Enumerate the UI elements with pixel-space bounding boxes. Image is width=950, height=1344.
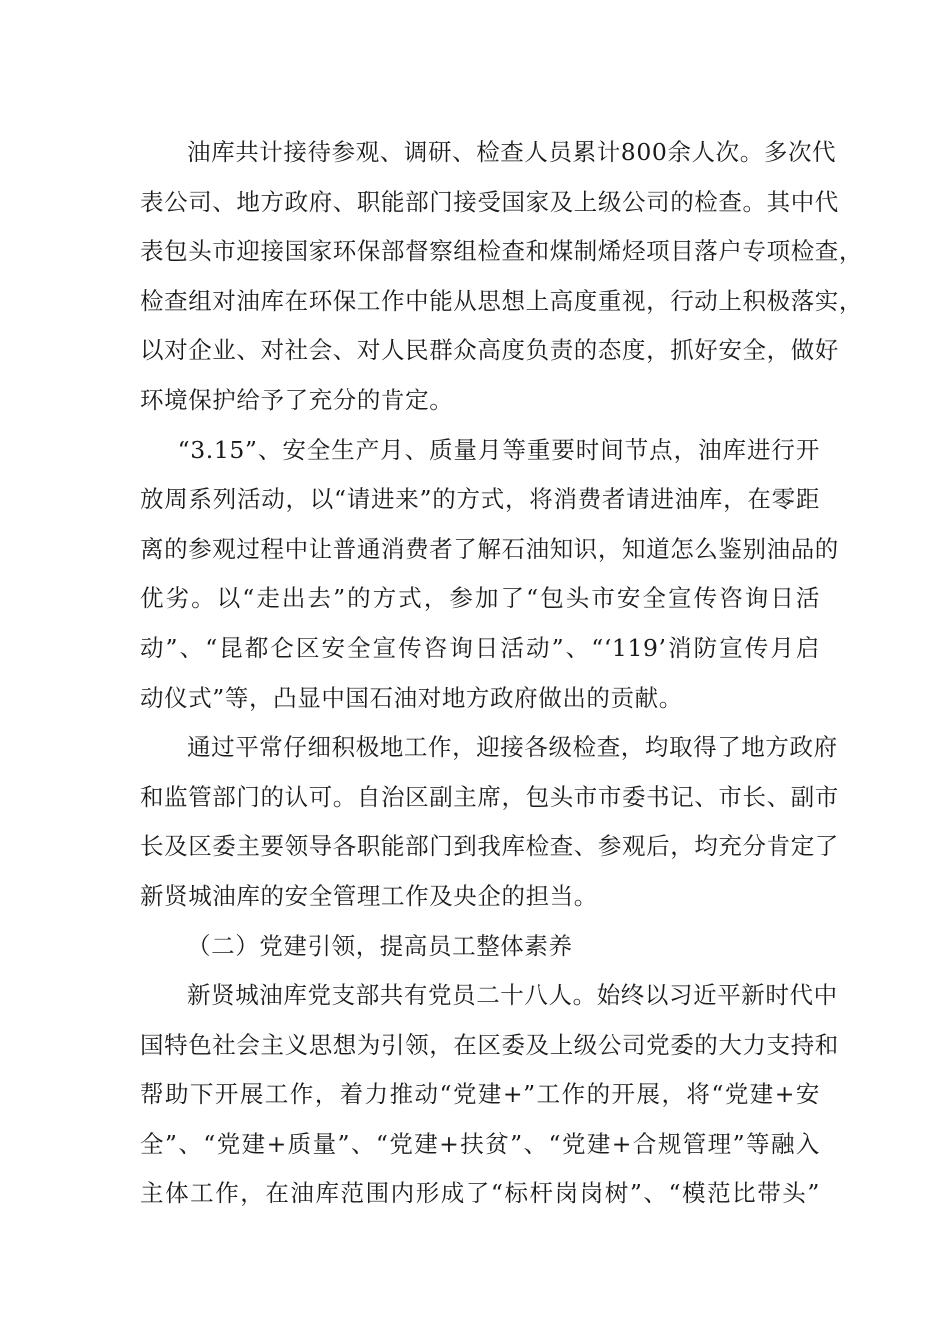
text-line: 新贤城油库的安全管理工作及央企的担当。 xyxy=(140,881,598,910)
text-line: 离的参观过程中让普通消费者了解石油知识，知道怎么鉴别油品的 xyxy=(140,534,839,563)
paragraph-open-week xyxy=(140,426,839,724)
text-line: 帮助下开展工作，着力推动“党建+”工作的开展，将“党建+安 xyxy=(140,1080,820,1109)
text-line: 油库共计接待参观、调研、检查人员累计800余人次。多次代 xyxy=(187,138,837,166)
text-line: “3.15”、安全生产月、质量月等重要时间节点，油库进行开 xyxy=(177,435,820,464)
text-line: 国特色社会主义思想为引领，在区委及上级公司党委的大力支持和 xyxy=(140,1030,839,1059)
document-body xyxy=(140,128,863,1219)
text-line: 通过平常仔细积极地工作，迎接各级检查，均取得了地方政府 xyxy=(187,733,838,762)
section-heading-text: （二）党建引领，提高员工整体素养 xyxy=(187,931,573,960)
text-line: 环境保护给予了充分的肯定。 xyxy=(140,385,454,414)
text-line: 动仪式”等，凸显中国石油对地方政府做出的贡献。 xyxy=(140,683,683,712)
paragraph-party-building xyxy=(140,971,839,1219)
text-line: 和监管部门的认可。自治区副主席，包头市市委书记、市长、副市 xyxy=(140,782,839,811)
text-line: 表包头市迎接国家环保部督察组检查和煤制烯烃项目落户专项检查， xyxy=(140,237,863,266)
text-line: 全”、“党建+质量”、“党建+扶贫”、“党建+合规管理”等融入 xyxy=(140,1129,820,1158)
text-line: 新贤城油库党支部共有党员二十八人。始终以习近平新时代中 xyxy=(187,981,838,1010)
text-line: 长及区委主要领导各职能部门到我库检查、参观后，均充分肯定了 xyxy=(140,832,839,861)
text-line: 以对企业、对社会、对人民群众高度负责的态度，抓好安全，做好 xyxy=(140,336,839,365)
text-line: 动”、“昆都仑区安全宣传咨询日活动”、“‘119’消防宣传月启 xyxy=(140,633,820,662)
text-line: 检查组对油库在环保工作中能从思想上高度重视，行动上积极落实， xyxy=(140,286,863,315)
text-line: 优劣。以“走出去”的方式，参加了“包头市安全宣传咨询日活 xyxy=(140,584,820,613)
text-line: 表公司、地方政府、职能部门接受国家及上级公司的检查。其中代 xyxy=(140,187,839,216)
text-line: 主体工作，在油库范围内形成了“标杆岗岗树”、“模范比带头” xyxy=(140,1179,820,1208)
section-heading xyxy=(140,922,820,972)
paragraph-reception xyxy=(140,128,863,426)
paragraph-recognition xyxy=(140,723,839,921)
text-line: 放周系列活动，以“请进来”的方式，将消费者请进油库，在零距 xyxy=(140,485,820,514)
